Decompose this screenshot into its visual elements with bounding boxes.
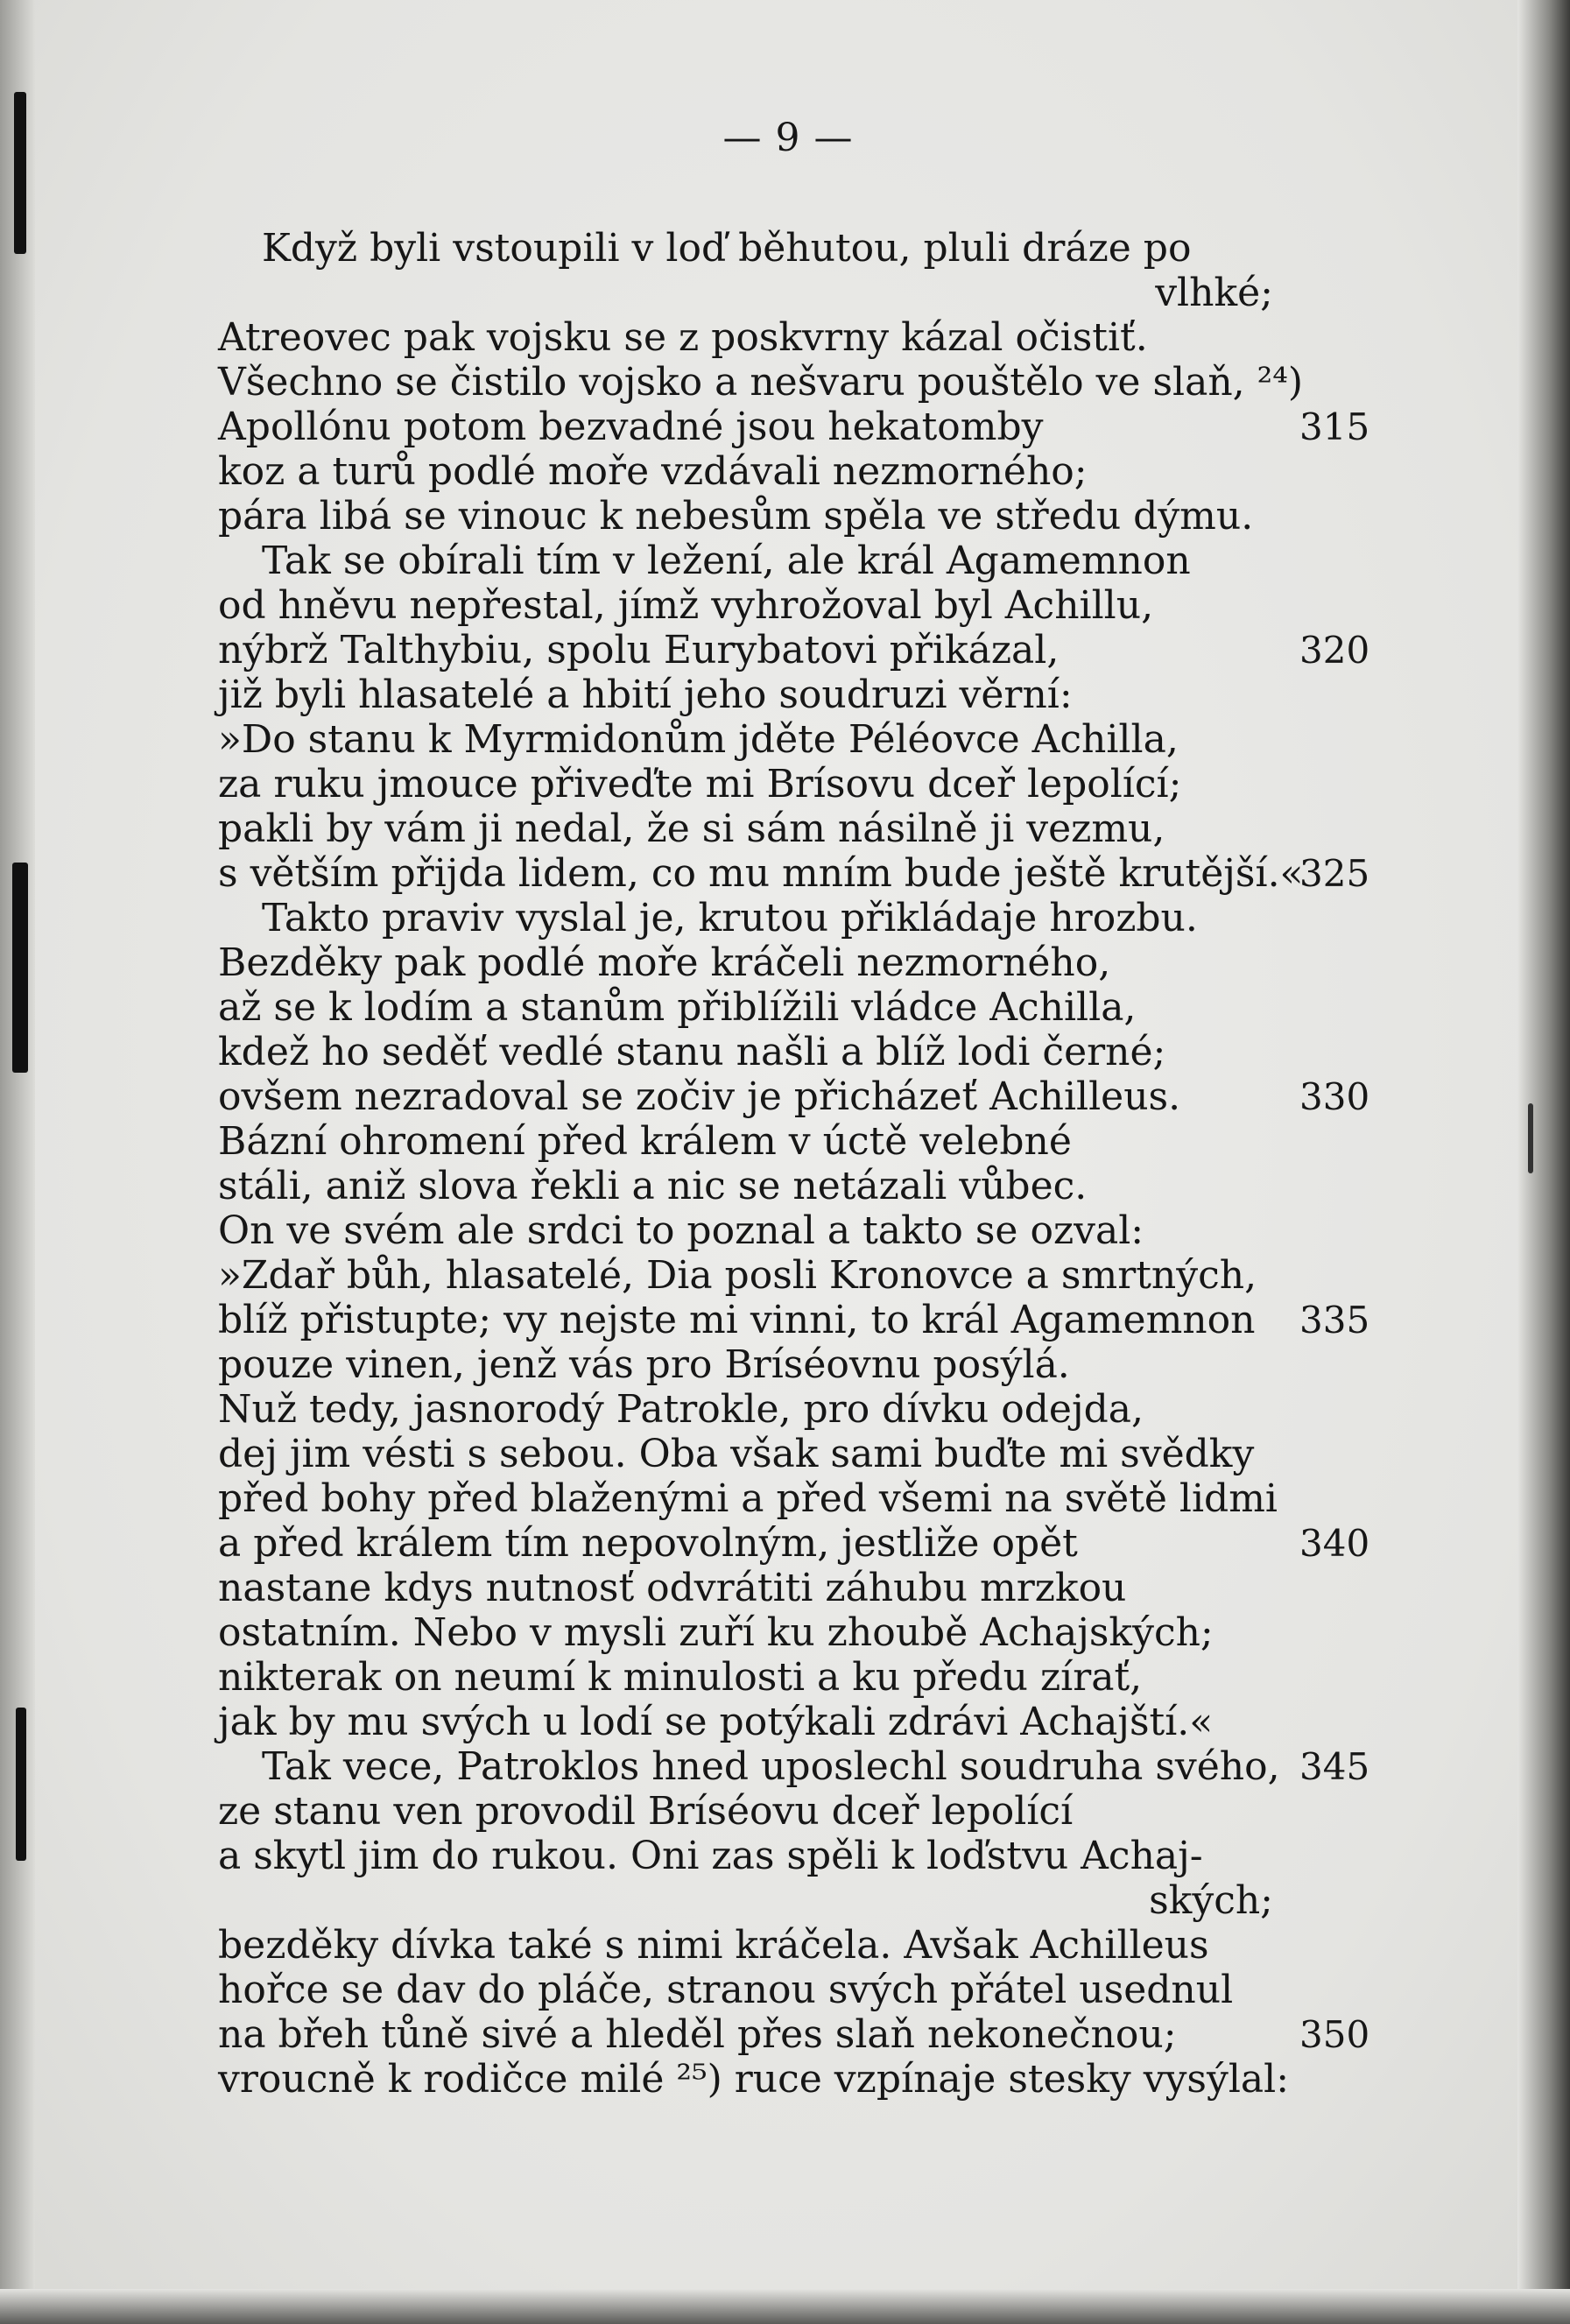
verse-line xyxy=(218,583,1391,628)
verse-line-text: pakli by vám ji nedal, že si sám násilně ji vezmu, xyxy=(218,806,1165,851)
verse-line-text: před bohy před blaženými a před všemi na světě lidmi xyxy=(218,1476,1278,1521)
verse-line xyxy=(218,1566,1391,1610)
verse-line xyxy=(218,896,1391,940)
verse-line-text: Bezděky pak podlé moře kráčeli nezmorného, xyxy=(218,940,1111,985)
page-edge-left xyxy=(0,0,35,2324)
binding-mark xyxy=(12,863,28,1073)
verse-line xyxy=(218,851,1391,896)
verse-line-text: ze stanu ven provodil Bríséovu dceř lepolící xyxy=(218,1789,1074,1834)
verse-line xyxy=(218,1476,1391,1521)
line-number: 340 xyxy=(1299,1522,1370,1565)
verse-line xyxy=(218,1253,1391,1298)
line-number: 325 xyxy=(1299,852,1370,895)
verse-line-text: Tak se obírali tím v ležení, ale král Agamemnon xyxy=(262,539,1191,583)
verse-line xyxy=(218,1298,1391,1342)
verse-line xyxy=(218,494,1391,539)
verse-line xyxy=(218,1074,1391,1119)
verse-line-text: »Do stanu k Myrmidonům jděte Péléovce Achilla, xyxy=(218,717,1179,762)
verse-line xyxy=(218,2057,1391,2102)
line-number: 330 xyxy=(1299,1075,1370,1118)
verse-line xyxy=(218,1119,1391,1164)
verse-line xyxy=(218,360,1391,405)
verse-line xyxy=(218,1208,1391,1253)
verse-line-text: nikterak on neumí k minulosti a ku předu zírať, xyxy=(218,1655,1143,1700)
verse-line xyxy=(218,1387,1391,1432)
verse-line xyxy=(218,271,1391,315)
verse-line-text: koz a turů podlé moře vzdávali nezmorného; xyxy=(218,449,1088,494)
verse-line-text: a skytl jim do rukou. Oni zas spěli k loďstvu Achaj- xyxy=(218,1834,1203,1878)
verse-line-text: již byli hlasatelé a hbití jeho soudruzi věrní: xyxy=(218,673,1073,717)
verse-line-text: až se k lodím a stanům přiblížili vládce Achilla, xyxy=(218,985,1137,1030)
line-number: 320 xyxy=(1299,629,1370,672)
verse-line-text: bezděky dívka také s nimi kráčela. Avšak Achilleus xyxy=(218,1923,1209,1968)
verse-line-text: Atreovec pak vojsku se z poskvrny kázal očistiť. xyxy=(218,315,1148,360)
verse-line-text: vlhké; xyxy=(1155,271,1273,315)
verse-line xyxy=(218,1968,1391,2012)
verse-line xyxy=(218,1030,1391,1074)
verse-line-text: stáli, aniž slova řekli a nic se netázali vůbec. xyxy=(218,1164,1088,1208)
verse-line-text: blíž přistupte; vy nejste mi vinni, to král Agamemnon xyxy=(218,1298,1256,1342)
verse-line-text: jak by mu svých u lodí se potýkali zdrávi Achajští.« xyxy=(218,1700,1214,1744)
verse-line xyxy=(218,673,1391,717)
verse-line-text: pára libá se vinouc k nebesům spěla ve středu dýmu. xyxy=(218,494,1254,539)
verse-line-text: dej jim vésti s sebou. Oba však sami buďte mi svědky xyxy=(218,1432,1255,1476)
verse-line xyxy=(218,762,1391,806)
verse-line xyxy=(218,2012,1391,2057)
verse-line-text: na břeh tůně sivé a hleděl přes slaň nekonečnou; xyxy=(218,2012,1177,2057)
verse-line xyxy=(218,1610,1391,1655)
verse-line xyxy=(218,539,1391,583)
verse-line-text: ostatním. Nebo v mysli zuří ku zhoubě Achajských; xyxy=(218,1610,1214,1655)
verse-line-text: ovšem nezradoval se zočiv je přicházeť Achilleus. xyxy=(218,1074,1181,1119)
verse-line-text: Nuž tedy, jasnorodý Patrokle, pro dívku odejda, xyxy=(218,1387,1144,1432)
binding-mark xyxy=(1528,1103,1533,1173)
verse-line-text: Takto praviv vyslal je, krutou přikládaje hrozbu. xyxy=(262,896,1198,940)
binding-mark xyxy=(14,92,26,254)
page-edge-bottom xyxy=(0,2289,1570,2324)
verse-line xyxy=(218,1744,1391,1789)
binding-mark xyxy=(16,1708,26,1861)
verse-line-text: kdež ho seděť vedlé stanu našli a blíž lodi černé; xyxy=(218,1030,1166,1074)
verse-line xyxy=(218,1789,1391,1834)
verse-line-text: od hněvu nepřestal, jímž vyhrožoval byl Achillu, xyxy=(218,583,1154,628)
verse-line-text: a před králem tím nepovolným, jestliže opět xyxy=(218,1521,1078,1566)
page-edge-right xyxy=(1517,0,1570,2324)
verse-line xyxy=(218,1521,1391,1566)
verse-line xyxy=(218,628,1391,673)
verse-line-text: nýbrž Talthybiu, spolu Eurybatovi přikázal, xyxy=(218,628,1060,673)
verse-line xyxy=(218,806,1391,851)
verse-line-text: »Zdař bůh, hlasatelé, Dia posli Kronovce a smrtných, xyxy=(218,1253,1257,1298)
verse-line-text: vroucně k rodičce milé ²⁵) ruce vzpínaje stesky vysýlal: xyxy=(218,2057,1290,2102)
verse-line-text: Apollónu potom bezvadné jsou hekatomby xyxy=(218,405,1044,449)
verse-line-text: On ve svém ale srdci to poznal a takto se ozval: xyxy=(218,1208,1144,1253)
verse-line xyxy=(218,449,1391,494)
verse-line-text: Tak vece, Patroklos hned uposlechl soudruha svého, xyxy=(262,1744,1280,1789)
verse-line xyxy=(218,226,1391,271)
verse-line-text: nastane kdys nutnosť odvrátiti záhubu mrzkou xyxy=(218,1566,1127,1610)
verse-line-text: s větším přijda lidem, co mu mním bude ještě krutější.« xyxy=(218,851,1304,896)
verse-line xyxy=(218,1700,1391,1744)
verse-line xyxy=(218,1878,1391,1923)
verse-line-text: za ruku jmouce přiveďte mi Brísovu dceř lepolící; xyxy=(218,762,1182,806)
verse-line xyxy=(218,1432,1391,1476)
verse-line xyxy=(218,1834,1391,1878)
line-number: 350 xyxy=(1299,2013,1370,2056)
verse-line xyxy=(218,1655,1391,1700)
verse-line xyxy=(218,717,1391,762)
line-number: 345 xyxy=(1299,1745,1370,1788)
verse-line xyxy=(218,1164,1391,1208)
verse-line-text: Když byli vstoupili v loď běhutou, pluli dráze po xyxy=(262,226,1192,271)
line-number: 335 xyxy=(1299,1299,1370,1342)
verse-line xyxy=(218,1342,1391,1387)
verse-text xyxy=(218,226,1391,2102)
verse-line xyxy=(218,985,1391,1030)
line-number: 315 xyxy=(1299,405,1370,448)
verse-line-text: hořce se dav do pláče, stranou svých přátel usednul xyxy=(218,1968,1234,2012)
verse-line-text: Všechno se čistilo vojsko a nešvaru pouštělo ve slaň, ²⁴) xyxy=(218,360,1304,405)
verse-line xyxy=(218,315,1391,360)
verse-line-text: ských; xyxy=(1149,1878,1273,1923)
verse-line-text: pouze vinen, jenž vás pro Bríséovnu posýlá. xyxy=(218,1342,1070,1387)
verse-line xyxy=(218,940,1391,985)
verse-line-text: Bázní ohromení před králem v úctě velebné xyxy=(218,1119,1072,1164)
page-number: — 9 — xyxy=(722,116,854,160)
verse-line xyxy=(218,1923,1391,1968)
verse-line xyxy=(218,405,1391,449)
